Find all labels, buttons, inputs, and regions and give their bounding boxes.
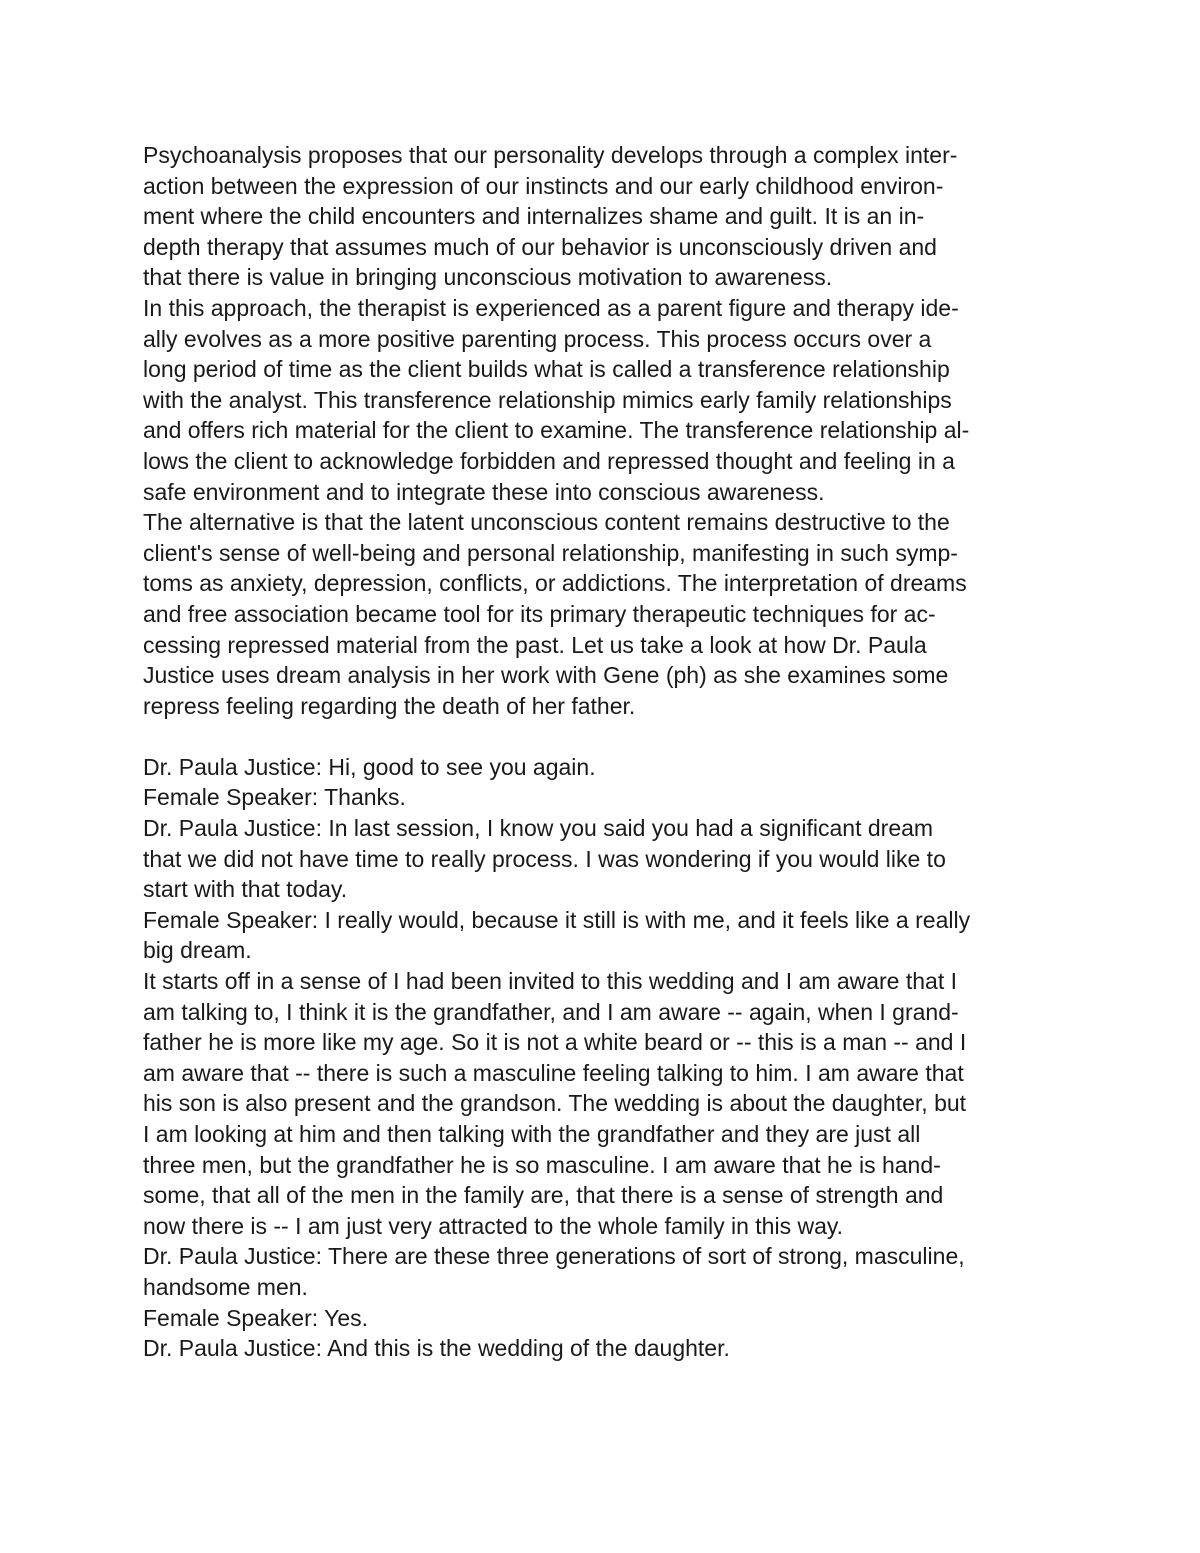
- document-page: [143, 140, 1059, 1364]
- text-line: repress feeling regarding the death of her father.: [143, 692, 636, 719]
- text-line: The alternative is that the latent unconscious content remains destructive to the: [143, 509, 950, 536]
- transcript-line: start with that today.: [143, 876, 348, 903]
- transcript-line: some, that all of the men in the family are, that there is a sense of strength and: [143, 1182, 944, 1209]
- text-line: ally evolves as a more positive parenting process. This process occurs over a: [143, 325, 932, 352]
- transcript-section: [143, 752, 1059, 1364]
- text-line: Justice uses dream analysis in her work with Gene (ph) as she examines some: [143, 662, 949, 689]
- transcript-line: his son is also present and the grandson. The wedding is about the daughter, but: [143, 1090, 967, 1117]
- transcript-line: father he is more like my age. So it is not a white beard or -- this is a man -- and I: [143, 1029, 967, 1056]
- transcript-line: am aware that -- there is such a masculine feeling talking to him. I am aware that: [143, 1059, 964, 1086]
- transcript-line: that we did not have time to really process. I was wondering if you would like to: [143, 845, 946, 872]
- transcript-line: now there is -- I am just very attracted to the whole family in this way.: [143, 1212, 844, 1239]
- text-line: cessing repressed material from the past. Let us take a look at how Dr. Paula: [143, 631, 927, 658]
- text-line: action between the expression of our instincts and our early childhood environ-: [143, 172, 944, 199]
- text-line: with the analyst. This transference relationship mimics early family relationships: [143, 386, 952, 413]
- text-line: and offers rich material for the client to examine. The transference relationship al-: [143, 417, 970, 444]
- transcript-line: It starts off in a sense of I had been invited to this wedding and I am aware that I: [143, 968, 958, 995]
- text-line: safe environment and to integrate these into conscious awareness.: [143, 478, 825, 505]
- transcript-line: big dream.: [143, 937, 252, 964]
- section-gap: [143, 721, 1059, 752]
- transcript-line: am talking to, I think it is the grandfather, and I am aware -- again, when I grand-: [143, 998, 959, 1025]
- text-line: In this approach, the therapist is experienced as a parent figure and therapy ide-: [143, 294, 959, 321]
- transcript-line: Dr. Paula Justice: In last session, I know you said you had a significant dream: [143, 815, 934, 842]
- transcript-line: Female Speaker: Thanks.: [143, 784, 406, 811]
- transcript-line: handsome men.: [143, 1273, 308, 1300]
- text-line: client's sense of well-being and personal relationship, manifesting in such symp-: [143, 539, 958, 566]
- transcript-line: Female Speaker: Yes.: [143, 1304, 369, 1331]
- text-line: lows the client to acknowledge forbidden and repressed thought and feeling in a: [143, 447, 955, 474]
- text-line: and free association became tool for its primary therapeutic techniques for ac-: [143, 600, 936, 627]
- transcript-line: Dr. Paula Justice: Hi, good to see you again.: [143, 753, 596, 780]
- text-line: Psychoanalysis proposes that our personality develops through a complex inter-: [143, 142, 958, 168]
- transcript-line: I am looking at him and then talking with the grandfather and they are just all: [143, 1121, 921, 1147]
- transcript-line: three men, but the grandfather he is so masculine. I am aware that he is hand-: [143, 1151, 941, 1178]
- text-line: depth therapy that assumes much of our behavior is unconsciously driven and: [143, 233, 937, 260]
- text-line: that there is value in bringing unconscious motivation to awareness.: [143, 264, 833, 291]
- text-line: long period of time as the client builds what is called a transference relationship: [143, 356, 950, 383]
- transcript-line: Dr. Paula Justice: There are these three generations of sort of strong, masculine,: [143, 1243, 965, 1270]
- transcript-line: Dr. Paula Justice: And this is the wedding of the daughter.: [143, 1335, 730, 1362]
- text-line: toms as anxiety, depression, conflicts, or addictions. The interpretation of dreams: [143, 570, 967, 597]
- intro-section: [143, 140, 1059, 721]
- transcript-line: Female Speaker: I really would, because it still is with me, and it feels like a really: [143, 906, 971, 933]
- text-line: ment where the child encounters and internalizes shame and guilt. It is an in-: [143, 203, 925, 230]
